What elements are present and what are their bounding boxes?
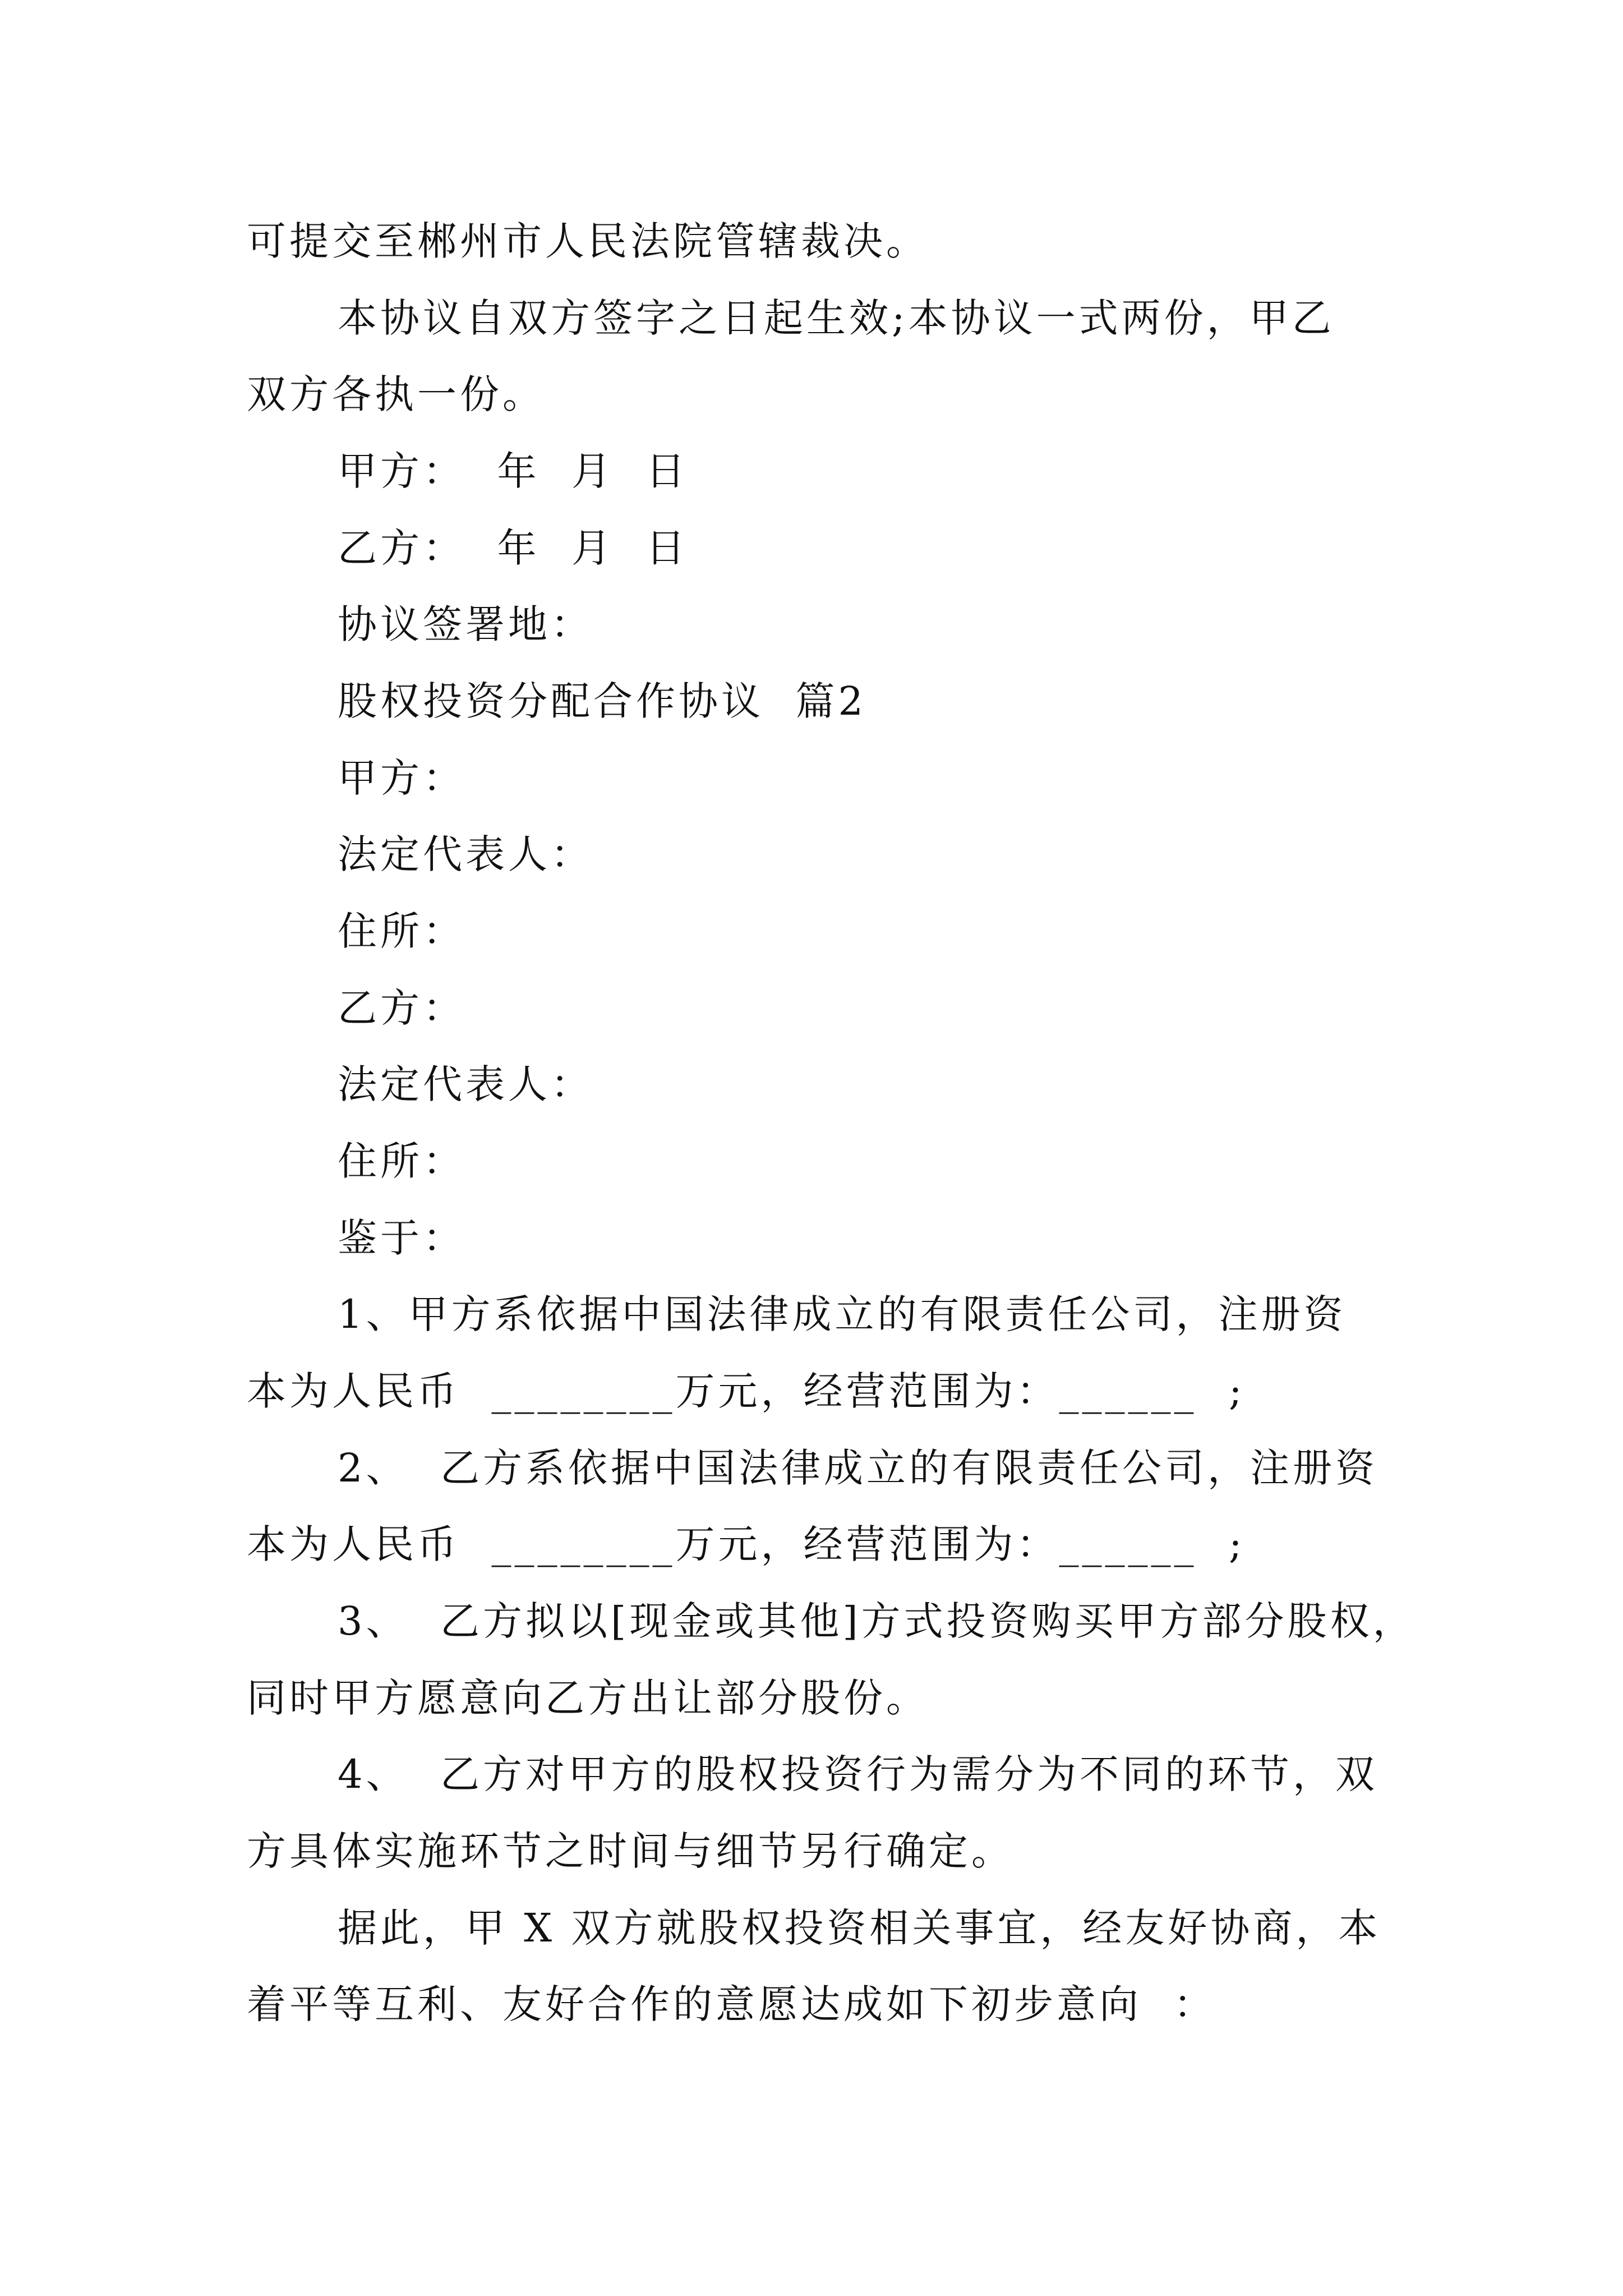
- party-a-label: 甲方：: [338, 755, 465, 801]
- party-b-representative: 法定代表人：: [338, 1061, 593, 1107]
- clause-1-line: 本为人民币 ________万元，经营范围为：______ ;: [247, 1368, 1246, 1414]
- clause-2-line: 本为人民币 ________万元，经营范围为：______ ;: [247, 1521, 1246, 1567]
- clause-2-line: 2、 乙方系依据中国法律成立的有限责任公司，注册资: [338, 1445, 1378, 1491]
- clause-1-line: 1、甲方系依据中国法律成立的有限责任公司，注册资: [338, 1291, 1347, 1337]
- clause-3-line: 3、 乙方拟以[现金或其他]方式投资购买甲方部分股权，: [338, 1598, 1415, 1644]
- signing-place-line: 协议签署地：: [338, 601, 593, 647]
- text-line: 本协议自双方签字之日起生效;本协议一式两份，甲乙: [338, 295, 1335, 341]
- party-a-address: 住所：: [338, 908, 465, 954]
- clause-4-line: 方具体实施环节之时间与细节另行确定。: [247, 1828, 1014, 1874]
- clause-4-line: 4、 乙方对甲方的股权投资行为需分为不同的环节，双: [338, 1751, 1378, 1797]
- closing-paragraph-line: 据此，甲 X 双方就股权投资相关事宜，经友好协商，本: [338, 1905, 1381, 1951]
- party-a-signature-line: 甲方： 年 月 日: [338, 448, 689, 494]
- clause-3-line: 同时甲方愿意向乙方出让部分股份。: [247, 1675, 929, 1721]
- party-b-label: 乙方：: [338, 985, 465, 1031]
- party-b-signature-line: 乙方： 年 月 日: [338, 525, 689, 571]
- section-title: 股权投资分配合作协议 篇2: [338, 678, 867, 724]
- closing-paragraph-line: 着平等互利、友好合作的意愿达成如下初步意向 ：: [247, 1981, 1216, 2027]
- text-line: 可提交至郴州市人民法院管辖裁决。: [247, 218, 929, 264]
- party-a-representative: 法定代表人：: [338, 831, 593, 877]
- text-line: 双方各执一份。: [247, 371, 545, 417]
- whereas-heading: 鉴于：: [338, 1215, 465, 1261]
- party-b-address: 住所：: [338, 1138, 465, 1184]
